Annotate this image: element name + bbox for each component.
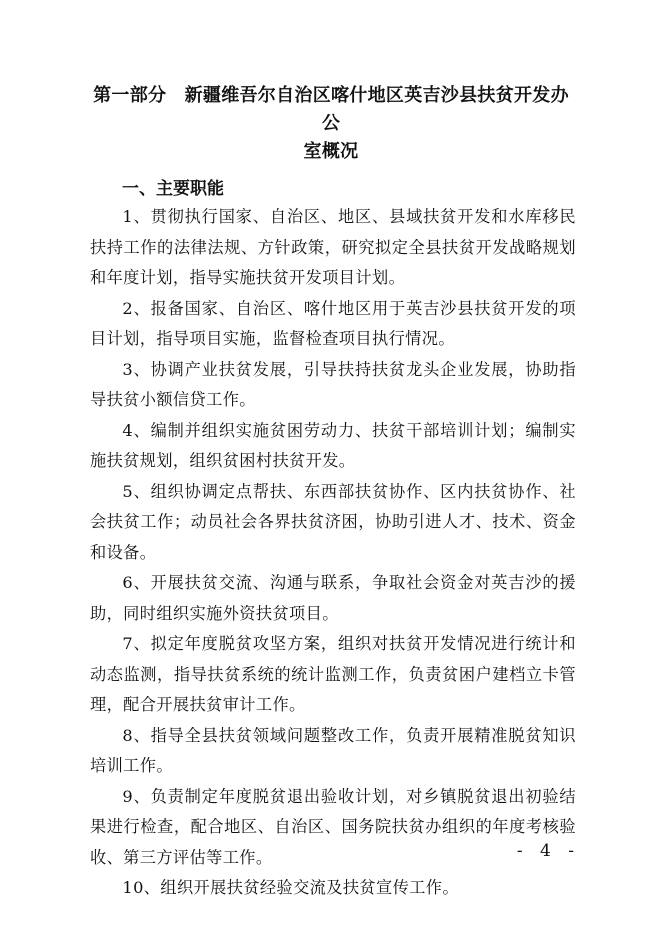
duty-paragraph: 4、编制并组织实施贫困劳动力、扶贫干部培训计划；编制实施扶贫规划，组织贫困村扶贫开发。: [90, 420, 576, 470]
duty-paragraph: 8、指导全县扶贫领域问题整改工作，负责开展精准脱贫知识培训工作。: [90, 725, 576, 775]
duty-paragraph: 10、组织开展扶贫经验交流及扶贫宣传工作。: [122, 878, 459, 897]
document-title: [84, 82, 578, 166]
duty-paragraph: 2、报备国家、自治区、喀什地区用于英吉沙县扶贫开发的项目计划，指导项目实施，监督检查项目执行情况。: [90, 298, 576, 348]
duty-paragraph: 6、开展扶贫交流、沟通与联系，争取社会资金对英吉沙的援助，同时组织实施外资扶贫项目。: [90, 573, 576, 623]
duty-paragraph: 3、协调产业扶贫发展，引导扶持扶贫龙头企业发展，协助指导扶贫小额信贷工作。: [90, 359, 576, 409]
duty-paragraph: 5、组织协调定点帮扶、东西部扶贫协作、区内扶贫协作、社会扶贫工作；动员社会各界扶贫济困，协助引进人才、技术、资金和设备。: [90, 481, 576, 562]
title-line-1: 第一部分 新疆维吾尔自治区喀什地区英吉沙县扶贫开发办公: [93, 85, 569, 134]
duty-paragraph: 7、拟定年度脱贫攻坚方案，组织对扶贫开发情况进行统计和动态监测，指导扶贫系统的统计监测工作，负责贫困户建档立卡管理，配合开展扶贫审计工作。: [90, 634, 576, 714]
duty-paragraph: 1、贯彻执行国家、自治区、地区、县域扶贫开发和水库移民扶持工作的法律法规、方针政策，研究拟定全县扶贫开发战略规划和年度计划，指导实施扶贫开发项目计划。: [90, 207, 576, 287]
duties-list: [90, 202, 576, 904]
page-number: - 4 -: [516, 841, 580, 861]
title-line-2: 室概况: [303, 141, 359, 162]
duty-paragraph: 9、负责制定年度脱贫退出验收计划，对乡镇脱贫退出初验结果进行检查，配合地区、自治区、国务院扶贫办组织的年度考核验收、第三方评估等工作。: [90, 786, 576, 867]
section-heading: 一、主要职能: [122, 179, 224, 199]
